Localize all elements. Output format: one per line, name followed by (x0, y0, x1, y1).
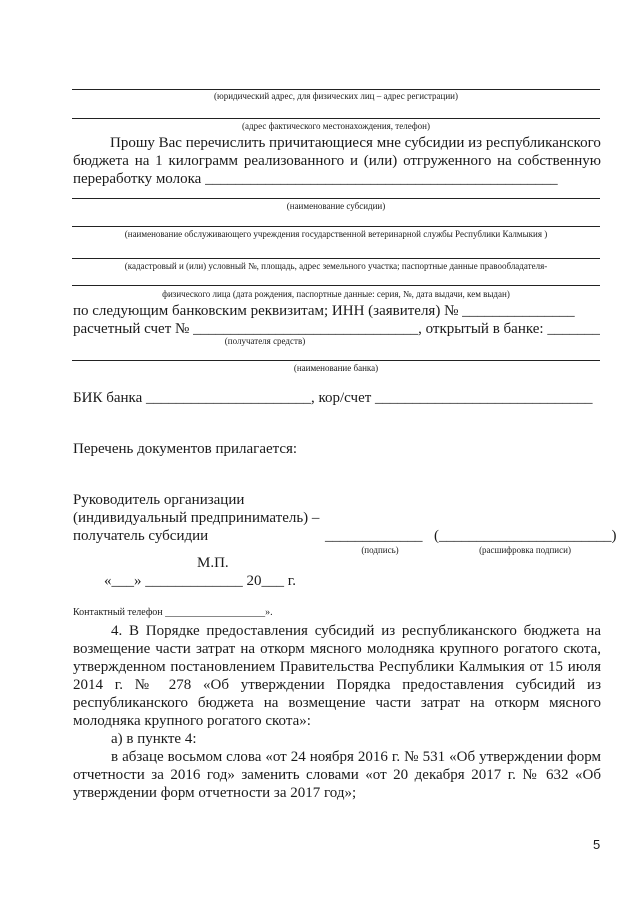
item4-line-1: 4. В Порядке предоставления субсидий из республиканского бюджета на (111, 623, 601, 639)
signature-blank: _____________ (325, 528, 423, 544)
bank-details-line-2: расчетный счет № ______________________________, открытый в банке: _______ (73, 321, 600, 337)
bank-details-line-1: по следующим банковским реквизитам; ИНН (заявителя) № _______________ (73, 303, 575, 319)
request-line-3: переработку молока _______________________________________________ (73, 171, 558, 187)
head-line-2: (индивидуальный предприниматель) – (73, 510, 320, 526)
legal-address-caption: (юридический адрес, для физических лиц – адрес регистрации) (213, 91, 458, 101)
actual-address-line (72, 118, 600, 119)
date-line: «___» _____________ 20___ г. (104, 573, 296, 589)
actual-address-caption: (адрес фактического местонахождения, телефон) (242, 121, 430, 131)
contact-phone: Контактный телефон ____________________». (73, 607, 273, 618)
page-number: 5 (593, 837, 601, 852)
head-line-3: получатель субсидии (73, 528, 209, 544)
bank-name-line (72, 360, 600, 361)
bik-line: БИК банка ______________________, кор/счет _____________________________ (73, 390, 593, 406)
subsidy-name-line (72, 198, 600, 199)
item4-line-4: 2014 г. № 278 «Об утверждении Порядка предоставления субсидий из (73, 677, 601, 693)
physical-person-line (72, 285, 600, 286)
item4-line-6: молодняка крупного рогатого скота»: (73, 713, 311, 729)
item4-line-5: республиканского бюджета на возмещение части затрат на откорм мясного (73, 695, 601, 711)
request-line-1: Прошу Вас перечислить причитающиеся мне субсидии из республиканского (110, 135, 601, 151)
signature-caption: (подпись) (361, 545, 399, 555)
documents-attached: Перечень документов прилагается: (73, 441, 298, 457)
item4-par-line-1: в абзаце восьмом слова «от 24 ноября 2016 г. № 531 «Об утверждении форм (111, 749, 601, 765)
item4-line-3: утвержденном постановлением Правительства Республики Калмыкия от 15 июля (73, 659, 601, 675)
signature-decode-caption: (расшифровка подписи) (479, 545, 571, 555)
item4-sub-a: а) в пункте 4: (111, 731, 197, 747)
request-line-2: бюджета на 1 килограмм реализованного и (или) отгруженного на собственную (73, 153, 601, 169)
item4-line-2: возмещение части затрат на откорм мясного молодняка крупного рогатого скота, (73, 641, 601, 657)
stamp-label: М.П. (197, 555, 229, 571)
signature-decode-blank: (_______________________) (434, 528, 617, 544)
bank-name-caption: (наименование банка) (293, 363, 379, 373)
legal-address-line (72, 89, 600, 90)
recipient-caption: (получателя средств) (224, 336, 306, 346)
cadastral-caption: (кадастровый и (или) условный №, площадь, адрес земельного участка; паспортные данные правообладателя- (124, 261, 548, 271)
cadastral-line (72, 258, 600, 259)
item4-par-line-2: отчетности за 2016 год» заменить словами «от 20 декабря 2017 г. № 632 «Об (73, 767, 601, 783)
head-line-1: Руководитель организации (73, 492, 245, 508)
vet-service-caption: (наименование обслуживающего учреждения государственной ветеринарной службы Республики Калмыкия ) (124, 229, 548, 239)
subsidy-name-caption: (наименование субсидии) (286, 201, 386, 211)
item4-par-line-3: утверждении форм отчетности за 2017 год»; (73, 785, 357, 801)
vet-service-line (72, 226, 600, 227)
physical-person-caption: физического лица (дата рождения, паспортные данные: серия, №, дата выдачи, кем выдан) (162, 289, 510, 299)
